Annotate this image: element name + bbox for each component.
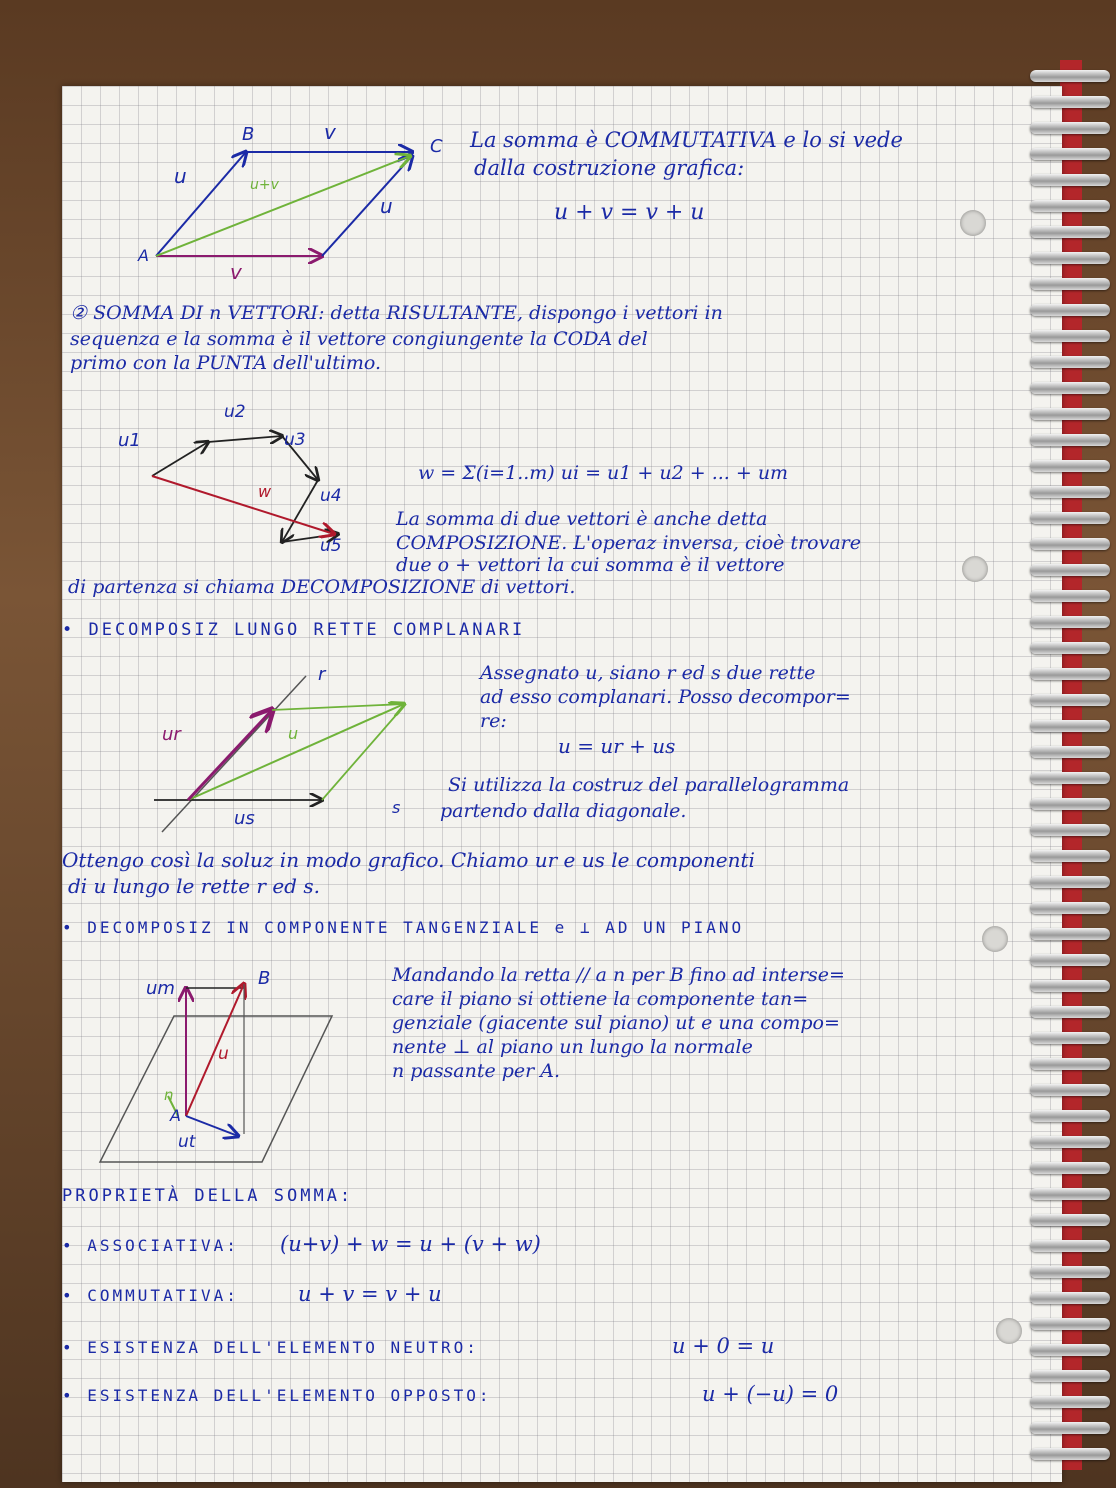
spiral-coil [1030,798,1110,810]
label-C: C [430,136,443,157]
composition-line-1: La somma di due vettori è anche detta [396,508,768,530]
spiral-coil [1030,200,1110,212]
punch-hole [996,1318,1022,1344]
spiral-coil [1030,434,1110,446]
decomp-lines-text-2: ad esso complanari. Posso decompor= [480,686,851,708]
spiral-coil [1030,1396,1110,1408]
spiral-coil [1030,694,1110,706]
plane-decomposition-figure [98,966,368,1166]
spiral-coil [1030,850,1110,862]
label-u3: u3 [284,430,306,450]
label-u-red: u [218,1044,229,1064]
spiral-coil [1030,564,1110,576]
spiral-coil [1030,278,1110,290]
spiral-coil [1030,876,1110,888]
label-v-bottom: v [230,260,242,284]
decomp-plane-text-5: n passante per A. [392,1060,561,1082]
spiral-coil [1030,1448,1110,1460]
coplanar-decomposition-figure [152,666,422,836]
spiral-coil [1030,1188,1110,1200]
spiral-coil [1030,122,1110,134]
decomp-plane-heading: • DECOMPOSIZ IN COMPONENTE TANGENZIALE e ⊥ AD UN PIANO [62,918,745,937]
decomp-lines-formula: u = ur + us [558,734,676,758]
properties-heading: PROPRIETÀ DELLA SOMMA: [62,1186,354,1206]
result-line-1: Ottengo così la soluz in modo grafico. Chiamo ur e us le componenti [62,848,755,872]
spiral-coil [1030,902,1110,914]
label-u-left: u [174,164,187,188]
spiral-coil [1030,824,1110,836]
spiral-coil [1030,928,1110,940]
commutative-line-2: dalla costruzione grafica: [474,156,745,180]
section2-line-3: primo con la PUNTA dell'ultimo. [70,352,382,374]
property-associative-formula: (u+v) + w = u + (v + w) [280,1232,541,1256]
parallelogram-figure [142,116,452,276]
decomp-plane-text-3: genziale (giacente sul piano) ut e una compo= [392,1012,840,1034]
punch-hole [982,926,1008,952]
label-u-right: u [380,194,393,218]
sum-formula: w = Σ(i=1..m) ui = u1 + u2 + ... + um [418,462,789,484]
property-associative-label: • ASSOCIATIVA: [62,1236,239,1255]
spiral-coil [1030,174,1110,186]
property-neutral-formula: u + 0 = u [672,1334,775,1358]
spiral-coil [1030,746,1110,758]
decomp-lines-text-5: partendo dalla diagonale. [440,800,687,822]
spiral-coil [1030,1058,1110,1070]
label-u2: u2 [224,402,246,422]
label-u-diagonal: u [288,724,299,743]
spiral-coil [1030,1110,1110,1122]
label-v-top: v [324,120,336,144]
spiral-coil [1030,304,1110,316]
label-ur: ur [162,724,181,745]
label-um: um [146,978,175,999]
spiral-coil [1030,642,1110,654]
spiral-coil [1030,1370,1110,1382]
spiral-coil [1030,1422,1110,1434]
spiral-coil [1030,70,1110,82]
spiral-coil [1030,460,1110,472]
label-B-plane: B [258,968,271,989]
spiral-coil [1030,1162,1110,1174]
spiral-coil [1030,356,1110,368]
property-neutral-label: • ESISTENZA DELL'ELEMENTO NEUTRO: [62,1338,479,1357]
spiral-coil [1030,954,1110,966]
label-ut: ut [178,1132,196,1152]
spiral-coil [1030,668,1110,680]
section2-line-1: ② SOMMA DI n VETTORI: detta RISULTANTE, dispongo i vettori in [70,302,723,324]
spiral-coil [1030,408,1110,420]
decomp-lines-text-4: Si utilizza la costruz del parallelogramma [448,774,850,796]
spiral-coil [1030,486,1110,498]
property-commutative-formula: u + v = v + u [298,1282,442,1306]
spiral-coil [1030,980,1110,992]
label-s: s [392,798,401,817]
notebook-spiral-binding [1030,70,1116,1480]
label-u1: u1 [118,430,141,451]
spiral-coil [1030,96,1110,108]
label-A-plane: A [170,1106,181,1125]
label-B: B [242,124,255,145]
label-r: r [318,664,326,685]
spiral-coil [1030,720,1110,732]
composition-line-4: di partenza si chiama DECOMPOSIZIONE di vettori. [68,576,576,598]
decomp-plane-text-4: nente ⊥ al piano un lungo la normale [392,1036,753,1058]
spiral-coil [1030,590,1110,602]
commutative-line-1: La somma è COMMUTATIVA e lo si vede [470,128,903,152]
spiral-coil [1030,382,1110,394]
decomp-plane-text-2: care il piano si ottiene la componente tan= [392,988,809,1010]
punch-hole [960,210,986,236]
decomp-lines-text-1: Assegnato u, siano r ed s due rette [480,662,816,684]
spiral-coil [1030,330,1110,342]
property-opposite-formula: u + (−u) = 0 [702,1382,839,1406]
spiral-coil [1030,252,1110,264]
commutative-formula: u + v = v + u [554,200,705,225]
composition-line-3: due o + vettori la cui somma è il vettore [396,554,785,576]
label-us: us [234,808,255,829]
property-commutative-label: • COMMUTATIVA: [62,1286,239,1305]
spiral-coil [1030,1032,1110,1044]
label-u5: u5 [320,536,342,556]
section2-line-2: sequenza e la somma è il vettore congiungente la CODA del [70,328,648,350]
spiral-coil [1030,1344,1110,1356]
spiral-coil [1030,1214,1110,1226]
label-n: n [164,1086,174,1104]
spiral-coil [1030,1240,1110,1252]
composition-line-2: COMPOSIZIONE. L'operaz inversa, cioè trovare [396,532,861,554]
property-opposite-label: • ESISTENZA DELL'ELEMENTO OPPOSTO: [62,1386,492,1405]
spiral-coil [1030,512,1110,524]
label-A: A [138,246,149,265]
decomp-plane-text-1: Mandando la retta // a n per B fino ad interse= [392,964,845,986]
spiral-coil [1030,538,1110,550]
decomp-lines-heading: • DECOMPOSIZ LUNGO RETTE COMPLANARI [62,620,526,640]
spiral-coil [1030,1084,1110,1096]
label-u-plus-v: u+v [250,177,279,193]
spiral-coil [1030,1292,1110,1304]
spiral-coil [1030,226,1110,238]
spiral-coil [1030,1266,1110,1278]
spiral-coil [1030,1318,1110,1330]
spiral-coil [1030,772,1110,784]
punch-hole [962,556,988,582]
spiral-coil [1030,616,1110,628]
decomp-lines-text-3: re: [480,710,507,732]
spiral-coil [1030,1006,1110,1018]
spiral-coil [1030,148,1110,160]
notebook-page [62,86,1062,1482]
label-u4: u4 [320,486,342,506]
label-w: w [258,482,272,501]
result-line-2: di u lungo le rette r ed s. [68,874,320,898]
spiral-coil [1030,1136,1110,1148]
